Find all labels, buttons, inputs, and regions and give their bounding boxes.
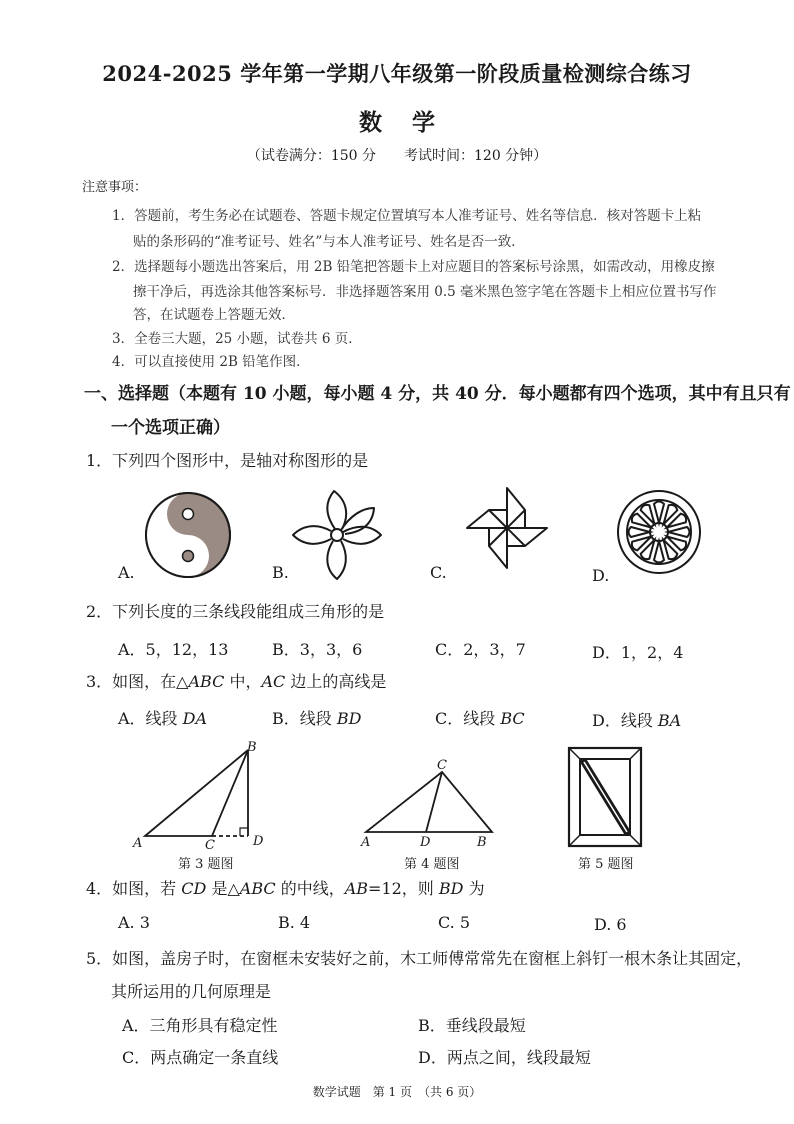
notice-line: 3．全卷三大题，25 小题，试卷共 6 页．	[112, 331, 362, 347]
q5-option-a[interactable]: A．三角形具有稳定性	[122, 1016, 278, 1035]
q3-option-d[interactable]: D．线段 BA	[592, 711, 682, 730]
question-5-stem: 5．如图，盖房子时，在窗框未安装好之前，木工师傅常常先在窗框上斜钉一根木条让其固定，	[86, 949, 753, 968]
q2-option-c[interactable]: C．2，3，7	[435, 640, 526, 659]
section-heading-cont: 一个选项正确）	[111, 418, 230, 438]
question-4-stem: 4．如图，若 CD 是△ABC 的中线，AB=12，则 BD 为	[86, 879, 485, 898]
question-5-stem-cont: 其所运用的几何原理是	[111, 982, 272, 1001]
q5-option-c[interactable]: C．两点确定一条直线	[122, 1048, 279, 1067]
q4-option-b[interactable]: B. 4	[278, 913, 311, 932]
q1-option-a[interactable]: A.	[118, 563, 135, 582]
fig4-label-b: B	[477, 835, 487, 850]
fig3-label-a: A	[133, 836, 143, 851]
paper-windmill-icon	[465, 486, 549, 570]
q1-option-d[interactable]: D.	[592, 566, 610, 585]
yin-yang-icon	[143, 490, 233, 580]
fig4-label-d: D	[420, 835, 431, 850]
fig3-label-c: C	[205, 838, 215, 853]
notice-line: 1．答题前，考生务必在试题卷、答题卡规定位置填写本人准考证号、姓名等信息．核对答题卡上粘	[112, 208, 702, 224]
figure-4-diagram	[360, 760, 500, 840]
fig3-label-d: D	[253, 834, 264, 849]
q2-option-d[interactable]: D．1，2，4	[592, 643, 684, 662]
fig4-label-c: C	[437, 758, 447, 773]
q4-option-d[interactable]: D. 6	[594, 915, 627, 934]
fig3-label-b: B	[247, 740, 257, 755]
page-footer: 数学试题 第 1 页 （共 6 页）	[312, 1085, 482, 1099]
notice-line: 擦干净后，再选涂其他答案标号．非选择题答案用 0.5 毫米黑色签字笔在答题卡上相应位置书写作	[133, 284, 717, 300]
subject-title: 数学	[359, 109, 465, 136]
triangle-abc	[145, 750, 248, 836]
fig4-label-a: A	[361, 835, 371, 850]
q4-option-a[interactable]: A. 3	[118, 913, 150, 932]
figure-5-window-frame	[567, 746, 643, 850]
q5-option-b[interactable]: B．垂线段最短	[418, 1016, 526, 1035]
figure-3-diagram	[130, 740, 270, 850]
question-3-stem: 3．如图，在△ABC 中，AC 边上的高线是	[86, 672, 387, 691]
pinwheel-flower-icon	[290, 488, 384, 582]
question-1-stem: 1．下列四个图形中，是轴对称图形的是	[86, 451, 369, 470]
q1-option-c[interactable]: C.	[430, 563, 447, 582]
notice-heading: 注意事项：	[82, 180, 148, 195]
q4-option-c[interactable]: C. 5	[438, 913, 471, 932]
q1-option-b[interactable]: B.	[272, 563, 289, 582]
notice-line: 4．可以直接使用 2B 铅笔作图．	[112, 354, 310, 370]
figure-4-caption: 第 4 题图	[404, 857, 460, 872]
q3-option-a[interactable]: A．线段 DA	[118, 709, 208, 728]
q2-option-b[interactable]: B．3，3，6	[272, 640, 363, 659]
right-angle-mark	[240, 828, 248, 836]
figure-5-caption: 第 5 题图	[578, 857, 634, 872]
section-heading: 一、选择题（本题有 10 小题，每小题 4 分，共 40 分．每小题都有四个选项，其中有且只有	[84, 384, 791, 404]
exam-title: 2024-2025 学年第一学期八年级第一阶段质量检测综合练习	[102, 61, 692, 86]
question-2-stem: 2．下列长度的三条线段能组成三角形的是	[86, 602, 385, 621]
q3-option-c[interactable]: C．线段 BC	[435, 709, 525, 728]
q5-option-d[interactable]: D．两点之间，线段最短	[418, 1048, 591, 1067]
chrysanthemum-circle-icon	[615, 488, 703, 576]
figure-3-caption: 第 3 题图	[178, 857, 234, 872]
notice-line: 贴的条形码的“准考证号、姓名”与本人准考证号、姓名是否一致．	[133, 234, 525, 250]
notice-line: 答，在试题卷上答题无效．	[133, 307, 295, 323]
notice-line: 2．选择题每小题选出答案后，用 2B 铅笔把答题卡上对应题目的答案标号涂黑，如需改动，用橡皮擦	[112, 259, 715, 275]
q3-option-b[interactable]: B．线段 BD	[272, 709, 362, 728]
median-cd	[426, 772, 442, 832]
q2-option-a[interactable]: A．5，12，13	[118, 640, 229, 659]
exam-meta: （试卷满分：150 分 考试时间：120 分钟）	[246, 148, 548, 164]
